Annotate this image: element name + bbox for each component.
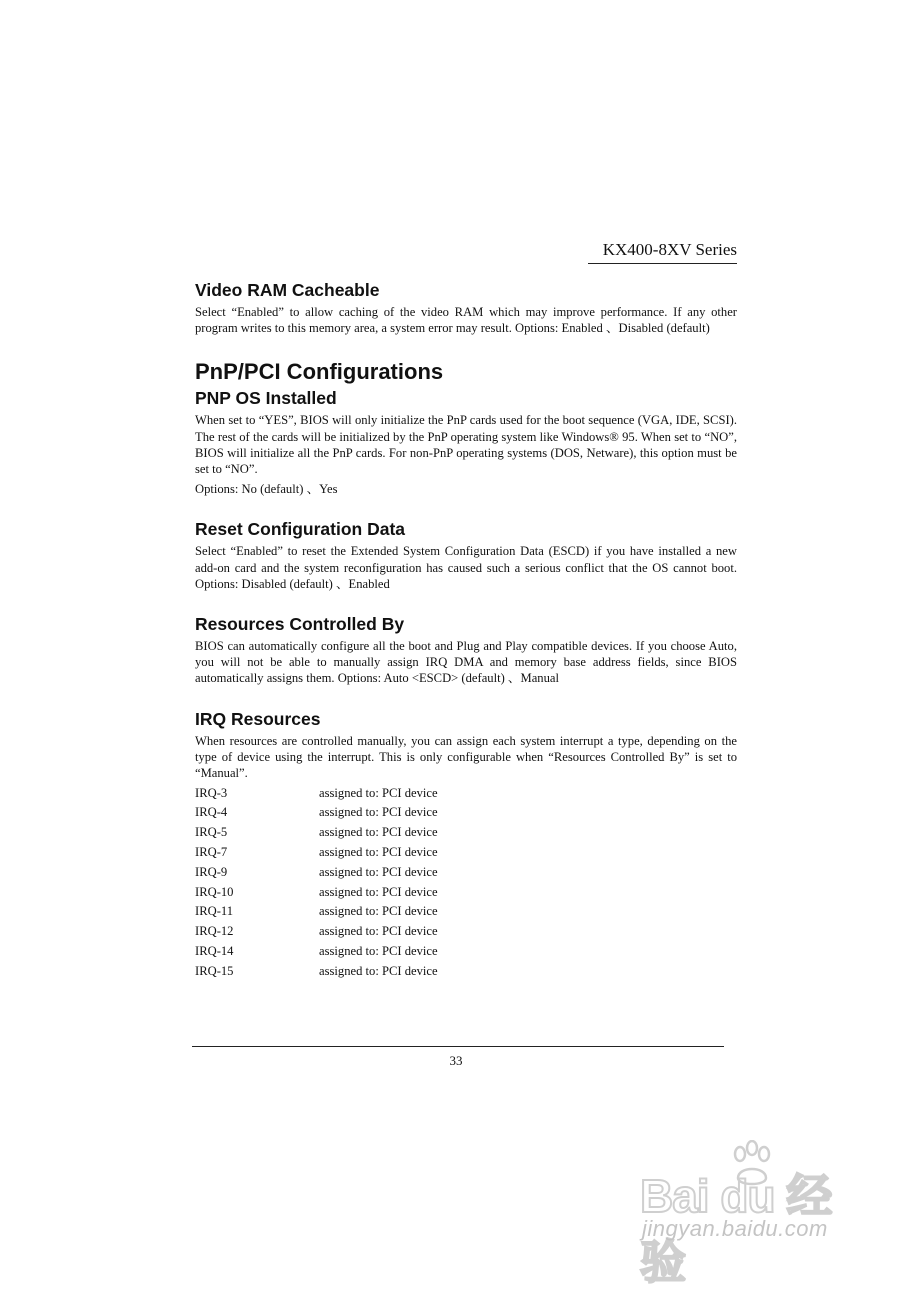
- irq-row: [195, 783, 737, 803]
- section-heading-resources-controlled: Resources Controlled By: [195, 614, 405, 635]
- watermark-logo: Bai du 经验: [640, 1170, 832, 1288]
- section-body-resources-controlled: BIOS can automatically configure all the boot and Plug and Play compatible devices. If you choose Auto, you will not be able to manually assign IRQ DMA and memory base address fields, since BIOS automatically assigns them. Options: Auto <ESCD> (default) 、Manual: [195, 639, 737, 686]
- irq-assignment: assigned to: PCI device: [319, 785, 438, 800]
- irq-name: IRQ-7: [195, 845, 228, 860]
- page-content: [195, 276, 737, 981]
- irq-assignment-list: [195, 783, 737, 981]
- footer-rule: [192, 1046, 724, 1047]
- section-options-pnp-os: Options: No (default) 、Yes: [195, 482, 338, 497]
- irq-name: IRQ-14: [195, 944, 234, 959]
- section-body-pnp-os: When set to “YES”, BIOS will only initialize the PnP cards used for the boot sequence (VGA, IDE, SCSI). The rest of the cards will be initialized by the PnP operating system like Windows® 95. When set to “NO”, BIOS will initialize all the PnP cards. For non-PnP operating systems (DOS, Netware), this option must be set to “NO”.: [195, 413, 737, 477]
- irq-name: IRQ-12: [195, 924, 234, 939]
- watermark-site: jingyan.baidu.com: [642, 1216, 828, 1241]
- irq-row: [195, 803, 737, 823]
- irq-row: [195, 922, 737, 942]
- running-header: KX400-8XV Series: [588, 240, 737, 264]
- irq-row: [195, 882, 737, 902]
- irq-row: [195, 862, 737, 882]
- section-heading-video-ram: Video RAM Cacheable: [195, 280, 380, 300]
- irq-row: [195, 823, 737, 843]
- irq-assignment: assigned to: PCI device: [319, 845, 438, 860]
- irq-name: IRQ-15: [195, 963, 234, 978]
- baidu-watermark: [640, 1140, 860, 1288]
- irq-assignment: assigned to: PCI device: [319, 924, 438, 939]
- irq-name: IRQ-10: [195, 884, 234, 899]
- section-body-reset-config: Select “Enabled” to reset the Extended System Configuration Data (ESCD) if you have installed a new add-on card and the system reconfiguration has caused such a serious conflict that the OS cannot boot. Options: Disabled (default) 、Enabled: [195, 544, 737, 591]
- irq-row: [195, 843, 737, 863]
- irq-assignment: assigned to: PCI device: [319, 805, 438, 820]
- section-heading-pnp-os: PNP OS Installed: [195, 388, 337, 409]
- section-heading-irq-resources: IRQ Resources: [195, 708, 321, 729]
- irq-name: IRQ-3: [195, 785, 228, 800]
- irq-assignment: assigned to: PCI device: [319, 963, 438, 978]
- irq-row: [195, 902, 737, 922]
- section-heading-reset-config: Reset Configuration Data: [195, 519, 406, 540]
- irq-assignment: assigned to: PCI device: [319, 904, 438, 919]
- irq-row: [195, 961, 737, 981]
- irq-assignment: assigned to: PCI device: [319, 825, 438, 840]
- page-number: 33: [449, 1053, 463, 1068]
- irq-name: IRQ-11: [195, 904, 234, 919]
- irq-assignment: assigned to: PCI device: [319, 864, 438, 879]
- irq-name: IRQ-9: [195, 864, 228, 879]
- chapter-heading-pnp-pci: PnP/PCI Configurations: [195, 359, 444, 385]
- irq-assignment: assigned to: PCI device: [319, 884, 438, 899]
- section-body-video-ram: Select “Enabled” to allow caching of the video RAM which may improve performance. If any other program writes to this memory area, a system error may result. Options: Enabled 、Disabled (default): [195, 305, 737, 336]
- irq-name: IRQ-4: [195, 805, 228, 820]
- irq-assignment: assigned to: PCI device: [319, 944, 438, 959]
- section-body-irq-resources: When resources are controlled manually, you can assign each system interrupt a type, depending on the type of device using the interrupt. This is only configurable when “Resources Controlled By” is set to “Manual”.: [195, 733, 737, 781]
- irq-name: IRQ-5: [195, 825, 228, 840]
- irq-row: [195, 942, 737, 962]
